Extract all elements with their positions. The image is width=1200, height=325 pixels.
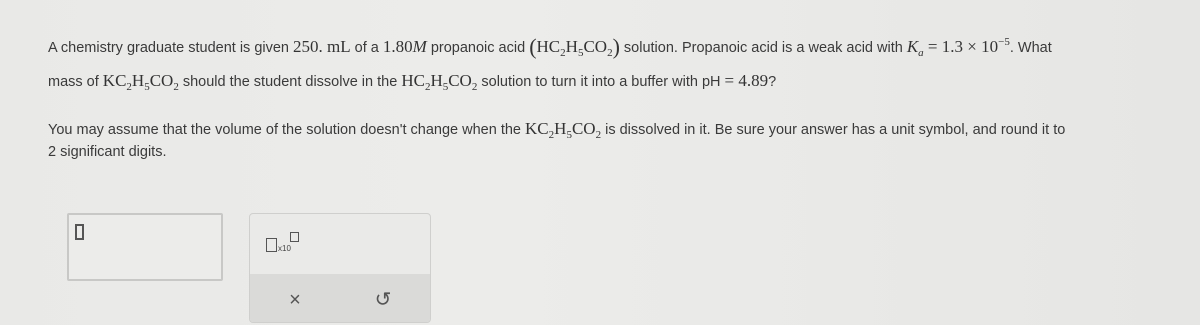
text: of a [354,40,379,56]
text: solution to turn it into a buffer with pH [481,74,721,90]
text: is dissolved in it. Be sure your answer has a unit symbol, and round it to [605,122,1066,138]
ka-expression: $K_a = 1.3 \times 10^{-5}$ [906,36,1010,59]
text: . What [1009,40,1052,56]
undo-button[interactable] [368,286,398,314]
tool-bar [250,274,430,323]
input-placeholder-box [75,224,84,240]
scientific-notation-button[interactable] [266,230,300,256]
concentration-value: 1.80M [382,37,427,56]
problem-line-3 [48,112,1188,146]
text: ? [768,74,777,90]
text: A chemistry graduate student is given [48,40,289,56]
text: should the student dissolve in the [182,74,398,90]
answer-tools-panel [249,213,431,323]
problem-line-2 [48,64,1188,98]
text: propanoic acid [430,40,526,56]
text: solution. Propanoic acid is a weak acid with [623,40,903,56]
volume-value: 250. mL [293,37,351,56]
text: mass of [48,74,99,90]
undo-icon: ↺ [374,289,392,311]
problem-statement [48,30,1188,164]
text: 2 significant digits. [48,144,167,160]
salt-formula: $KC_2H_5CO_2$ [102,71,179,93]
base-box-icon [266,238,277,252]
x10-label: x10 [278,244,291,253]
acid-formula: $(HC_2H_5CO_2)$ [529,34,620,59]
close-icon: × [289,289,301,311]
salt-formula: $KC_2H_5CO_2$ [525,119,602,141]
exponent-box-icon [290,232,299,242]
text: You may assume that the volume of the solution doesn't change when the [48,122,521,138]
acid-formula: $HC_2H_5CO_2$ [401,71,478,93]
ph-value: = 4.89 [724,71,769,90]
clear-button[interactable] [280,286,310,314]
problem-line-1 [48,30,1188,64]
answer-input[interactable] [67,213,223,281]
